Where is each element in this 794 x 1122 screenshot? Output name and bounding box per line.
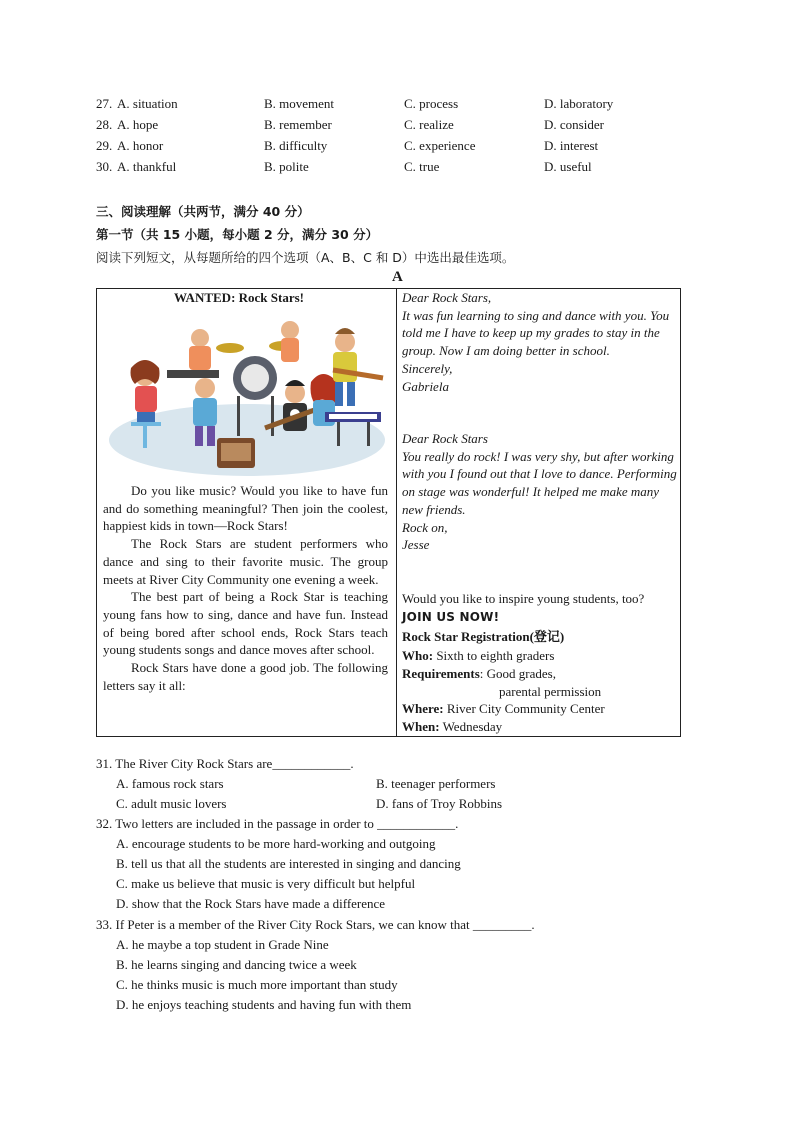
when-value: Wednesday (439, 718, 503, 734)
letter-jesse (402, 430, 677, 554)
ad-paragraph: The Rock Stars are student performers who dance and sing to their favorite music. The group meets at River City Community one evening a week. (103, 536, 388, 587)
ad-paragraph: Do you like music? Would you like to have fun and do something meaningful? Then join the coolest, happiest kids in town—Rock Stars! (103, 483, 388, 534)
who-line (402, 647, 677, 665)
part-heading: 第一节（共 15 小题，每小题 2 分，满分 30 分） (96, 227, 379, 242)
question-32-stem: 32. Two letters are included in the passage in order to ____________. (96, 816, 459, 831)
where-label: Where: (402, 701, 444, 717)
cloze-row-28 (96, 117, 696, 137)
question-33-option-c: C. he thinks music is much more important than study (116, 977, 398, 992)
requirements-value: : Good grades, (479, 665, 556, 681)
question-number: 27. (96, 96, 113, 111)
question-number: 30. (96, 159, 113, 174)
requirements-label: Requirements (402, 665, 480, 681)
question-33-option-b: B. he learns singing and dancing twice a week (116, 957, 357, 972)
question-32-option-b: B. tell us that all the students are interested in singing and dancing (116, 856, 461, 871)
when-label: When: (402, 718, 440, 734)
cloze-row-27 (96, 96, 696, 116)
option-a: A. situation (117, 96, 178, 111)
letter-body: You really do rock! I was very shy, but after working with you I found out that I love to dance. Performing on stage was wonderful! It helped me make many new friends. (402, 448, 677, 517)
option-d: D. consider (544, 117, 604, 132)
when-line (402, 718, 677, 736)
question-31-option-b: B. teenager performers (376, 776, 496, 791)
instructions: 阅读下列短文，从每题所给的四个选项（A、B、C 和 D）中选出最佳选项。 (96, 250, 515, 265)
rock-band-image (105, 308, 390, 478)
ad-title: WANTED: Rock Stars! (174, 290, 304, 305)
question-31-option-d: D. fans of Troy Robbins (376, 796, 503, 811)
ad-paragraph: Rock Stars have done a good job. The following letters say it all: (103, 660, 388, 693)
letter-closing: Sincerely, (402, 360, 453, 376)
passage-label: A (392, 269, 403, 285)
question-31-stem: 31. The River City Rock Stars are____________. (96, 756, 354, 771)
where-line (402, 700, 677, 718)
question-32-option-a: A. encourage students to be more hard-working and outgoing (116, 836, 436, 851)
question-33-option-a: A. he maybe a top student in Grade Nine (116, 937, 329, 952)
letter-closing: Rock on, (402, 519, 448, 535)
ad-paragraph: The best part of being a Rock Star is teaching young fans how to sing, dance and have fun. Instead of being bored after school ends, Rock Stars teach young students songs and dance moves after school. (103, 589, 388, 658)
option-d: D. interest (544, 138, 599, 153)
cloze-row-29 (96, 138, 696, 158)
registration-info (402, 590, 677, 736)
invite-text: Would you like to inspire young students, too? (402, 591, 645, 606)
question-32-option-d: D. show that the Rock Stars have made a difference (116, 896, 386, 911)
option-b: B. movement (264, 96, 335, 111)
letter-body: It was fun learning to sing and dance with you. You told me I have to keep up my grades to stay in the group. Now I am doing better in school. (402, 307, 670, 359)
option-d: D. useful (544, 159, 592, 174)
band-illustration (105, 308, 390, 478)
option-a: A. honor (117, 138, 164, 153)
option-c: C. experience (404, 138, 476, 153)
join-heading: JOIN US NOW! (402, 609, 500, 624)
question-31-option-a: A. famous rock stars (116, 776, 224, 791)
option-a: A. thankful (117, 159, 177, 174)
column-divider (396, 288, 397, 737)
requirements-line-2: parental permission (499, 683, 602, 699)
question-32-option-c: C. make us believe that music is very difficult but helpful (116, 876, 416, 891)
option-a: A. hope (117, 117, 159, 132)
who-value: Sixth to eighth graders (433, 648, 555, 664)
where-value: River City Community Center (443, 701, 605, 717)
option-b: B. remember (264, 117, 332, 132)
letter-greeting: Dear Rock Stars, (402, 290, 492, 305)
who-label: Who: (402, 648, 434, 664)
question-33-option-d: D. he enjoys teaching students and having fun with them (116, 997, 412, 1012)
option-c: C. true (404, 159, 440, 174)
letter-gabriela (402, 289, 677, 395)
ad-body (103, 482, 388, 694)
option-c: C. realize (404, 117, 454, 132)
cloze-row-30 (96, 159, 696, 179)
option-c: C. process (404, 96, 459, 111)
option-b: B. difficulty (264, 138, 328, 153)
option-d: D. laboratory (544, 96, 614, 111)
requirements-line (402, 665, 677, 683)
letter-signature: Gabriela (402, 378, 449, 394)
question-number: 28. (96, 117, 113, 132)
letter-signature: Jesse (402, 537, 430, 553)
section-heading: 三、阅读理解（共两节，满分 40 分） (96, 204, 310, 219)
question-33-stem: 33. If Peter is a member of the River City Rock Stars, we can know that _________. (96, 917, 535, 932)
question-31-option-c: C. adult music lovers (116, 796, 227, 811)
letter-greeting: Dear Rock Stars (402, 431, 488, 446)
option-b: B. polite (264, 159, 309, 174)
question-number: 29. (96, 138, 113, 153)
registration-title: Rock Star Registration(登记) (402, 629, 565, 645)
